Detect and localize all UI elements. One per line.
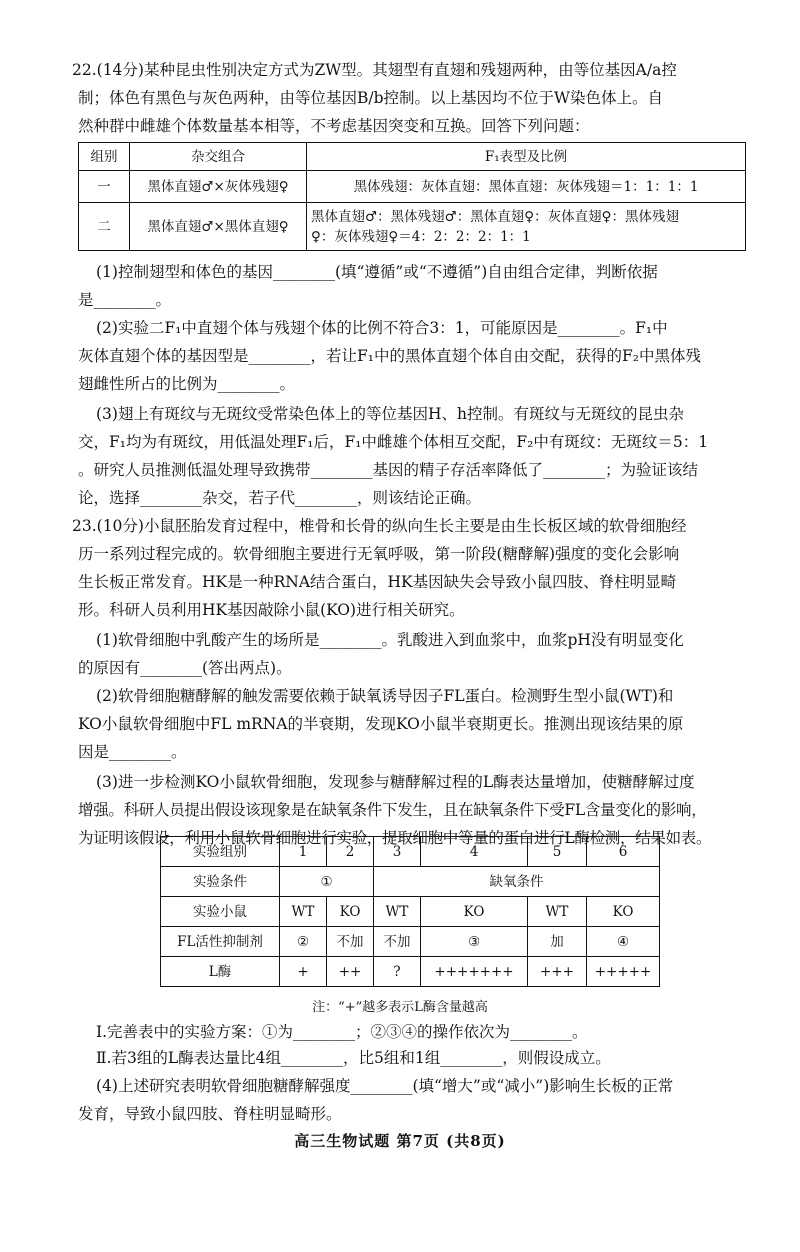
q23-r4-c1: ② [280, 927, 327, 957]
q23-r4-c0: FL活性抑制剂 [161, 927, 280, 957]
q23-r1-c4: 4 [421, 837, 528, 867]
q23-r1-c0: 实验组别 [161, 837, 280, 867]
q22-row2-cross: 黑体直翅♂×黑体直翅♀ [130, 203, 307, 251]
q23-p3-line-3: 为证明该假设，利用小鼠软骨细胞进行实验，提取细胞中等量的蛋白进行L酶检测，结果如表。 [78, 829, 712, 847]
q23-r5-c6: +++++ [587, 957, 660, 987]
q22-th-cross: 杂交组合 [130, 143, 307, 171]
q22-line-1: 22.(14分)某种昆虫性别决定方式为ZW型。其翅型有直翅和残翅两种，由等位基因A/a控 [72, 61, 677, 79]
q23-r1-c1: 1 [280, 837, 327, 867]
q23-r3-c0: 实验小鼠 [161, 897, 280, 927]
q23-r3-c2: KO [327, 897, 374, 927]
q23-line-3: 生长板正常发育。HK是一种RNA结合蛋白，HK基因缺失会导致小鼠四肢、脊柱明显畸 [78, 573, 677, 591]
q22-row2-result [307, 203, 746, 251]
q22-p2-line-1: (2)实验二F₁中直翅个体与残翅个体的比例不符合3：1，可能原因是________。F₁中 [96, 319, 668, 337]
q22-p2-line-2: 灰体直翅个体的基因型是________，若让F₁中的黑体直翅个体自由交配，获得的F₂中黑体残 [78, 347, 701, 365]
q23-r3-c4: KO [421, 897, 528, 927]
q22-row2-result-line1: 黑体直翅♂：黑体残翅♂：黑体直翅♀：灰体直翅♀：黑体残翅 [311, 208, 679, 225]
q22-p1-line-1: (1)控制翅型和体色的基因________(填“遵循”或“不遵循”)自由组合定律，判断依据 [96, 263, 658, 281]
q23-part-ii: Ⅱ.若3组的L酶表达量比4组________，比5组和1组________，则假设成立。 [96, 1049, 611, 1067]
q23-r3-c1: WT [280, 897, 327, 927]
q23-r1-c2: 2 [327, 837, 374, 867]
q23-r1-c5: 5 [528, 837, 587, 867]
q23-r1-c3: 3 [374, 837, 421, 867]
page-footer: 高三生物试题 第7页 (共8页) [294, 1132, 506, 1150]
q23-line-4: 形。科研人员利用HK基因敲除小鼠(KO)进行相关研究。 [78, 601, 465, 619]
q23-r2-c0: 实验条件 [161, 867, 280, 897]
q22-row2-group: 二 [79, 203, 130, 251]
q23-p4-line-1: (4)上述研究表明软骨细胞糖酵解强度________(填“增大”或“减小”)影响生长板的正常 [96, 1077, 674, 1095]
q23-line-2: 历一系列过程完成的。软骨细胞主要进行无氧呼吸，第一阶段(糖酵解)强度的变化会影响 [78, 545, 680, 563]
q23-p1-line-1: (1)软骨细胞中乳酸产生的场所是________。乳酸进入到血浆中，血浆pH没有明显变化 [96, 631, 684, 649]
q22-row1-group: 一 [79, 171, 130, 203]
q22-row1-cross: 黑体直翅♂×灰体残翅♀ [130, 171, 307, 203]
q23-r5-c1: + [280, 957, 327, 987]
q22-line-3: 然种群中雌雄个体数量基本相等，不考虑基因突变和互换。回答下列问题： [78, 117, 590, 135]
q23-r5-c2: ++ [327, 957, 374, 987]
q22-p2-line-3: 翅雌性所占的比例为________。 [78, 375, 296, 393]
q23-part-i: Ⅰ.完善表中的实验方案：①为________；②③④的操作依次为________。 [96, 1023, 588, 1041]
q23-p2-line-3: 因是________。 [78, 743, 187, 761]
q23-r5-c3: ? [374, 957, 421, 987]
q23-r3-c5: WT [528, 897, 587, 927]
q23-r3-c6: KO [587, 897, 660, 927]
q22-p3-line-3: 。研究人员推测低温处理导致携带________基因的精子存活率降低了________；为验证该结 [78, 461, 699, 479]
q23-r5-c5: +++ [528, 957, 587, 987]
q23-r4-c4: ③ [421, 927, 528, 957]
q23-r1-c6: 6 [587, 837, 660, 867]
q23-p1-line-2: 的原因有________(答出两点)。 [78, 659, 292, 677]
q22-row2-result-line2: ♀：灰体残翅♀＝4：2：2：2：1：1 [311, 228, 531, 245]
q23-r2-c1: ① [280, 867, 374, 897]
q23-r4-c2: 不加 [327, 927, 374, 957]
q23-table [160, 836, 660, 987]
q22-p3-line-1: (3)翅上有斑纹与无斑纹受常染色体上的等位基因H、h控制。有斑纹与无斑纹的昆虫杂 [96, 405, 684, 423]
q23-r2-c2: 缺氧条件 [374, 867, 660, 897]
q23-r5-c0: L酶 [161, 957, 280, 987]
q22-table [78, 142, 746, 251]
q22-p3-line-4: 论，选择________杂交，若子代________，则该结论正确。 [78, 489, 482, 507]
q22-th-result: F₁表型及比例 [307, 143, 746, 171]
q23-r4-c6: ④ [587, 927, 660, 957]
q23-r4-c3: 不加 [374, 927, 421, 957]
q23-r4-c5: 加 [528, 927, 587, 957]
q23-p3-line-2: 增强。科研人员提出假设该现象是在缺氧条件下发生，且在缺氧条件下受FL含量变化的影响， [78, 801, 707, 819]
q23-r3-c3: WT [374, 897, 421, 927]
q23-p2-line-2: KO小鼠软骨细胞中FL mRNA的半衰期，发现KO小鼠半衰期更长。推测出现该结果的原 [78, 715, 684, 733]
q23-line-1: 23.(10分)小鼠胚胎发育过程中，椎骨和长骨的纵向生长主要是由生长板区域的软骨细胞经 [72, 517, 687, 535]
q22-p1-line-2: 是________。 [78, 291, 172, 309]
q23-p4-line-2: 发育，导致小鼠四肢、脊柱明显畸形。 [78, 1105, 342, 1123]
q22-line-2: 制；体色有黑色与灰色两种，由等位基因B/b控制。以上基因均不位于W染色体上。自 [78, 89, 663, 107]
q23-p3-line-1: (3)进一步检测KO小鼠软骨细胞，发现参与糖酵解过程的L酶表达量增加，使糖酵解过度 [96, 773, 695, 791]
q23-r5-c4: +++++++ [421, 957, 528, 987]
q22-p3-line-2: 交，F₁均为有斑纹，用低温处理F₁后，F₁中雌雄个体相互交配，F₂中有斑纹：无斑纹＝5：1 [78, 433, 709, 451]
q22-row1-result: 黑体残翅：灰体直翅：黑体直翅：灰体残翅＝1：1：1：1 [307, 171, 746, 203]
q23-table-note: 注：“+”越多表示L酶含量越高 [312, 1000, 488, 1015]
q23-p2-line-1: (2)软骨细胞糖酵解的触发需要依赖于缺氧诱导因子FL蛋白。检测野生型小鼠(WT)和 [96, 687, 674, 705]
q22-th-group: 组别 [79, 143, 130, 171]
